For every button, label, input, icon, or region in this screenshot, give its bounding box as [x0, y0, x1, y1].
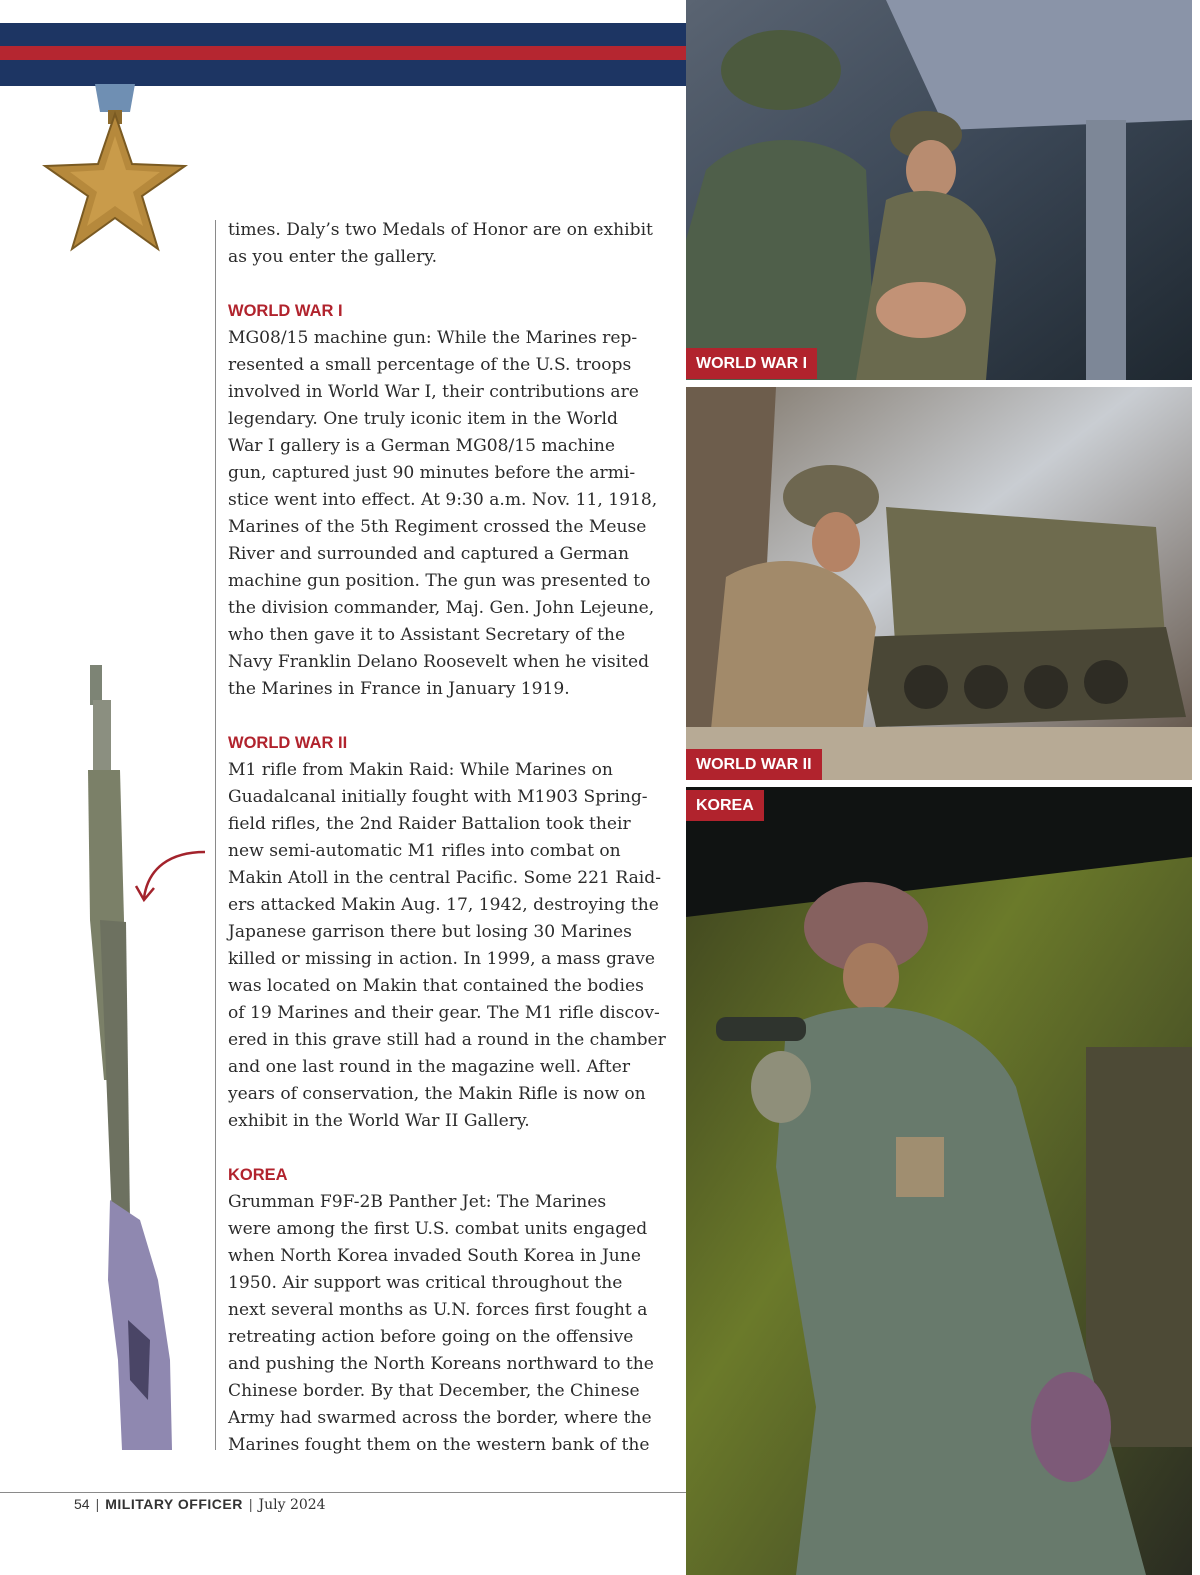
header-stripe-navy-bottom — [0, 60, 686, 86]
text-line: times. Daly’s two Medals of Honor are on exhibit — [228, 220, 653, 240]
text-line: Japanese garrison there but losing 30 Marines — [228, 922, 632, 942]
text-line: as you enter the gallery. — [228, 247, 438, 267]
footer-rule — [0, 1492, 686, 1493]
text-line: Grumman F9F-2B Panther Jet: The Marines — [228, 1192, 607, 1212]
text-line: Army had swarmed across the border, where the — [228, 1408, 652, 1428]
footer-separator: | — [248, 1496, 253, 1512]
text-line: who then gave it to Assistant Secretary of the — [228, 625, 626, 645]
m1-rifle-image — [60, 660, 180, 1460]
text-line: killed or missing in action. In 1999, a mass grave — [228, 949, 656, 969]
article-body — [228, 217, 674, 1459]
header-stripe-navy-top — [0, 23, 686, 46]
text-line: 1950. Air support was critical throughout the — [228, 1273, 623, 1293]
text-line: ered in this grave still had a round in the chamber — [228, 1030, 666, 1050]
text-line: legendary. One truly iconic item in the World — [228, 409, 618, 429]
text-line: ers attacked Makin Aug. 17, 1942, destroying the — [228, 895, 659, 915]
text-line: gun, captured just 90 minutes before the armi- — [228, 463, 636, 483]
text-line: Marines fought them on the western bank of the — [228, 1435, 650, 1455]
text-line: Chinese border. By that December, the Chinese — [228, 1381, 640, 1401]
text-line: MG08/15 machine gun: While the Marines rep- — [228, 328, 638, 348]
photo-korea — [686, 787, 1192, 1575]
page-footer — [74, 1496, 326, 1513]
text-line: M1 rifle from Makin Raid: While Marines on — [228, 760, 613, 780]
footer-separator: | — [95, 1496, 100, 1512]
issue-date: July 2024 — [258, 1497, 326, 1513]
caption-world-war-2: WORLD WAR II — [686, 749, 822, 780]
section-heading-ww2: WORLD WAR II — [228, 734, 348, 752]
caption-korea: KOREA — [686, 790, 764, 821]
section-paragraph-korea — [228, 1189, 674, 1459]
text-line: War I gallery is a German MG08/15 machine — [228, 436, 616, 456]
text-line: the division commander, Maj. Gen. John Lejeune, — [228, 598, 655, 618]
text-line: field rifles, the 2nd Raider Battalion took their — [228, 814, 631, 834]
text-line: stice went into effect. At 9:30 a.m. Nov. 11, 1918, — [228, 490, 658, 510]
arrow-pointer-icon — [130, 840, 220, 910]
section-paragraph-ww2 — [228, 757, 674, 1135]
intro-paragraph — [228, 217, 674, 271]
text-line: when North Korea invaded South Korea in June — [228, 1246, 641, 1266]
text-line: of 19 Marines and their gear. The M1 rifle discov- — [228, 1003, 660, 1023]
section-paragraph-ww1 — [228, 325, 674, 703]
photo-world-war-1 — [686, 0, 1192, 380]
text-line: next several months as U.N. forces first fought a — [228, 1300, 648, 1320]
photo-ww1-illustration — [686, 0, 1192, 380]
text-line: and pushing the North Koreans northward to the — [228, 1354, 654, 1374]
header-stripe-red — [0, 46, 686, 60]
column-rule — [215, 220, 216, 1450]
section-heading-ww1: WORLD WAR I — [228, 302, 343, 320]
text-line: Marines of the 5th Regiment crossed the Meuse — [228, 517, 647, 537]
text-line: retreating action before going on the offensive — [228, 1327, 634, 1347]
text-line: Navy Franklin Delano Roosevelt when he visited — [228, 652, 650, 672]
photo-world-war-2 — [686, 387, 1192, 780]
medal-of-honor-image — [40, 84, 190, 264]
text-line: years of conservation, the Makin Rifle is now on — [228, 1084, 646, 1104]
text-line: resented a small percentage of the U.S. troops — [228, 355, 632, 375]
text-line: exhibit in the World War II Gallery. — [228, 1111, 530, 1131]
photo-ww2-illustration — [686, 387, 1192, 780]
text-line: were among the first U.S. combat units engaged — [228, 1219, 648, 1239]
text-line: involved in World War I, their contributions are — [228, 382, 639, 402]
photo-korea-illustration — [686, 787, 1192, 1575]
text-line: Guadalcanal initially fought with M1903 Spring- — [228, 787, 648, 807]
text-line: the Marines in France in January 1919. — [228, 679, 570, 699]
caption-world-war-1: WORLD WAR I — [686, 348, 817, 379]
text-line: machine gun position. The gun was presented to — [228, 571, 651, 591]
text-line: and one last round in the magazine well. After — [228, 1057, 630, 1077]
text-line: River and surrounded and captured a German — [228, 544, 629, 564]
text-line: new semi-automatic M1 rifles into combat on — [228, 841, 621, 861]
magazine-name: MILITARY OFFICER — [105, 1496, 243, 1512]
text-line: was located on Makin that contained the bodies — [228, 976, 644, 996]
section-heading-korea: KOREA — [228, 1166, 288, 1184]
page-number: 54 — [74, 1496, 90, 1512]
text-line: Makin Atoll in the central Pacific. Some 221 Raid- — [228, 868, 661, 888]
